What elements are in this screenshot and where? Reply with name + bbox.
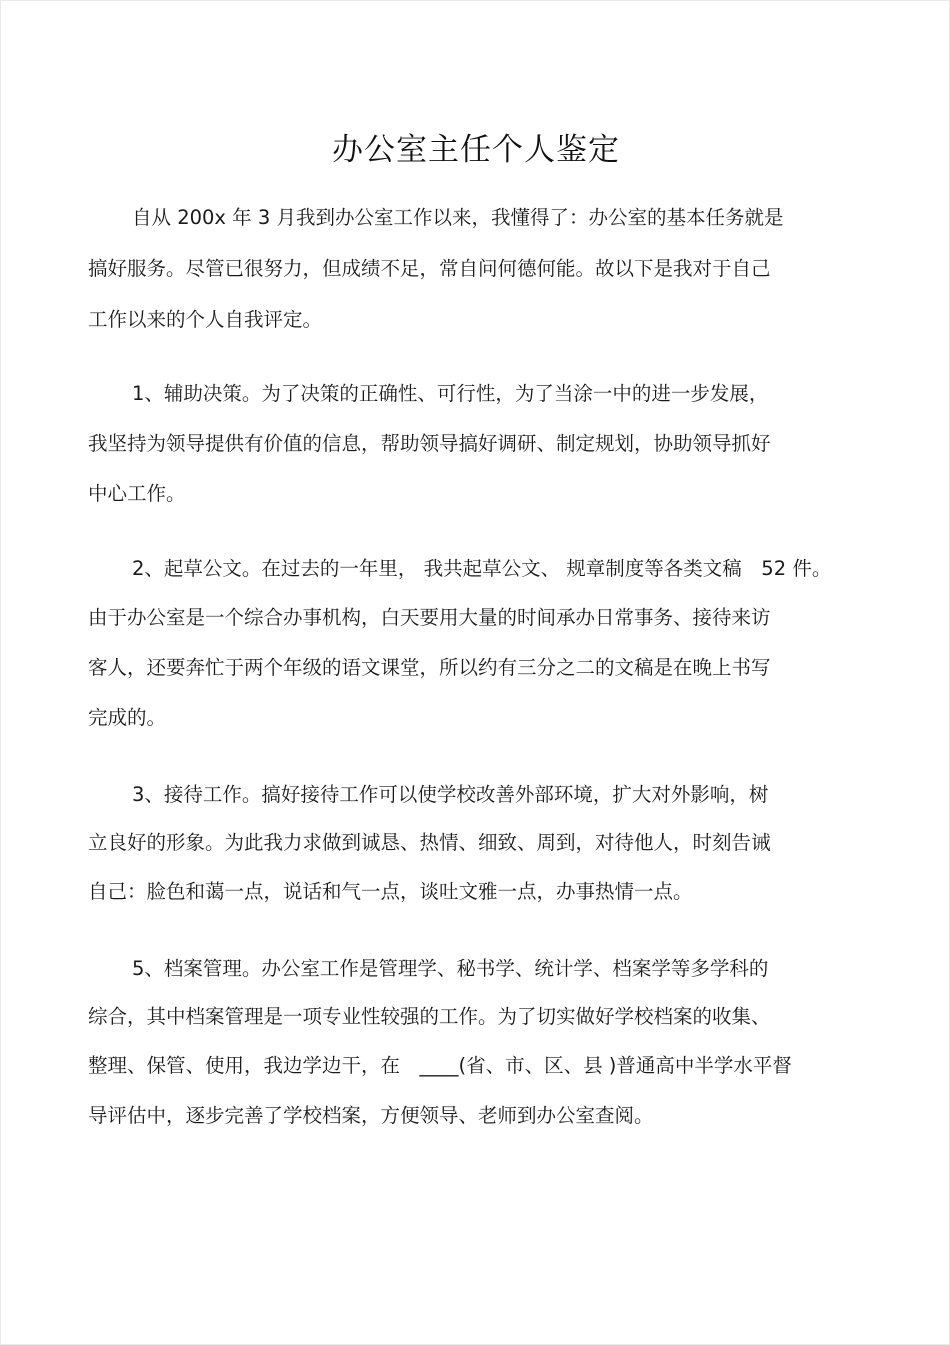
paragraph-line: 整理、保管、使用，我边学边干，在 ____(省、市、区、县 )普通高中半学水平督 bbox=[88, 1054, 792, 1077]
paragraph-line: 由于办公室是一个综合办事机构，白天要用大量的时间承办日常事务、接待来访 bbox=[88, 606, 771, 629]
paragraph-line: 2、起草公文。在过去的一年里， 我共起草公文、 规章制度等各类文稿 52 件。 bbox=[132, 557, 832, 580]
paragraph-line: 完成的。 bbox=[88, 706, 167, 729]
paragraph-line: 3、接待工作。搞好接待工作可以使学校改善外部环境，扩大对外影响，树 bbox=[132, 783, 769, 806]
paragraph-line: 立良好的形象。为此我力求做到诚恳、热情、细致、周到，对待他人，时刻告诫 bbox=[88, 831, 771, 854]
paragraph-line: 中心工作。 bbox=[88, 482, 186, 505]
paragraph-line: 1、辅助决策。为了决策的正确性、可行性，为了当涂一中的进一步发展， bbox=[132, 382, 769, 405]
paragraph-line: 导评估中，逐步完善了学校档案，方便领导、老师到办公室查阅。 bbox=[88, 1104, 654, 1127]
document-title: 办公室主任个人鉴定 bbox=[332, 132, 620, 168]
paragraph-line: 工作以来的个人自我评定。 bbox=[88, 308, 323, 331]
paragraph-line: 自己：脸色和蔼一点，说话和气一点，谈吐文雅一点，办事热情一点。 bbox=[88, 880, 693, 903]
paragraph-line: 5、档案管理。办公室工作是管理学、秘书学、统计学、档案学等多学科的 bbox=[132, 957, 769, 980]
paragraph-line: 搞好服务。尽管已很努力，但成绩不足，常自问何德何能。故以下是我对于自己 bbox=[88, 257, 771, 280]
paragraph-line: 客人，还要奔忙于两个年级的语文课堂，所以约有三分之二的文稿是在晚上书写 bbox=[88, 656, 771, 679]
paragraph-line: 综合，其中档案管理是一项专业性较强的工作。为了切实做好学校档案的收集、 bbox=[88, 1005, 771, 1028]
paragraph-line: 我坚持为领导提供有价值的信息，帮助领导搞好调研、制定规划，协助领导抓好 bbox=[88, 432, 771, 455]
paragraph-line: 自从 200x 年 3 月我到办公室工作以来，我懂得了：办公室的基本任务就是 bbox=[132, 206, 784, 229]
